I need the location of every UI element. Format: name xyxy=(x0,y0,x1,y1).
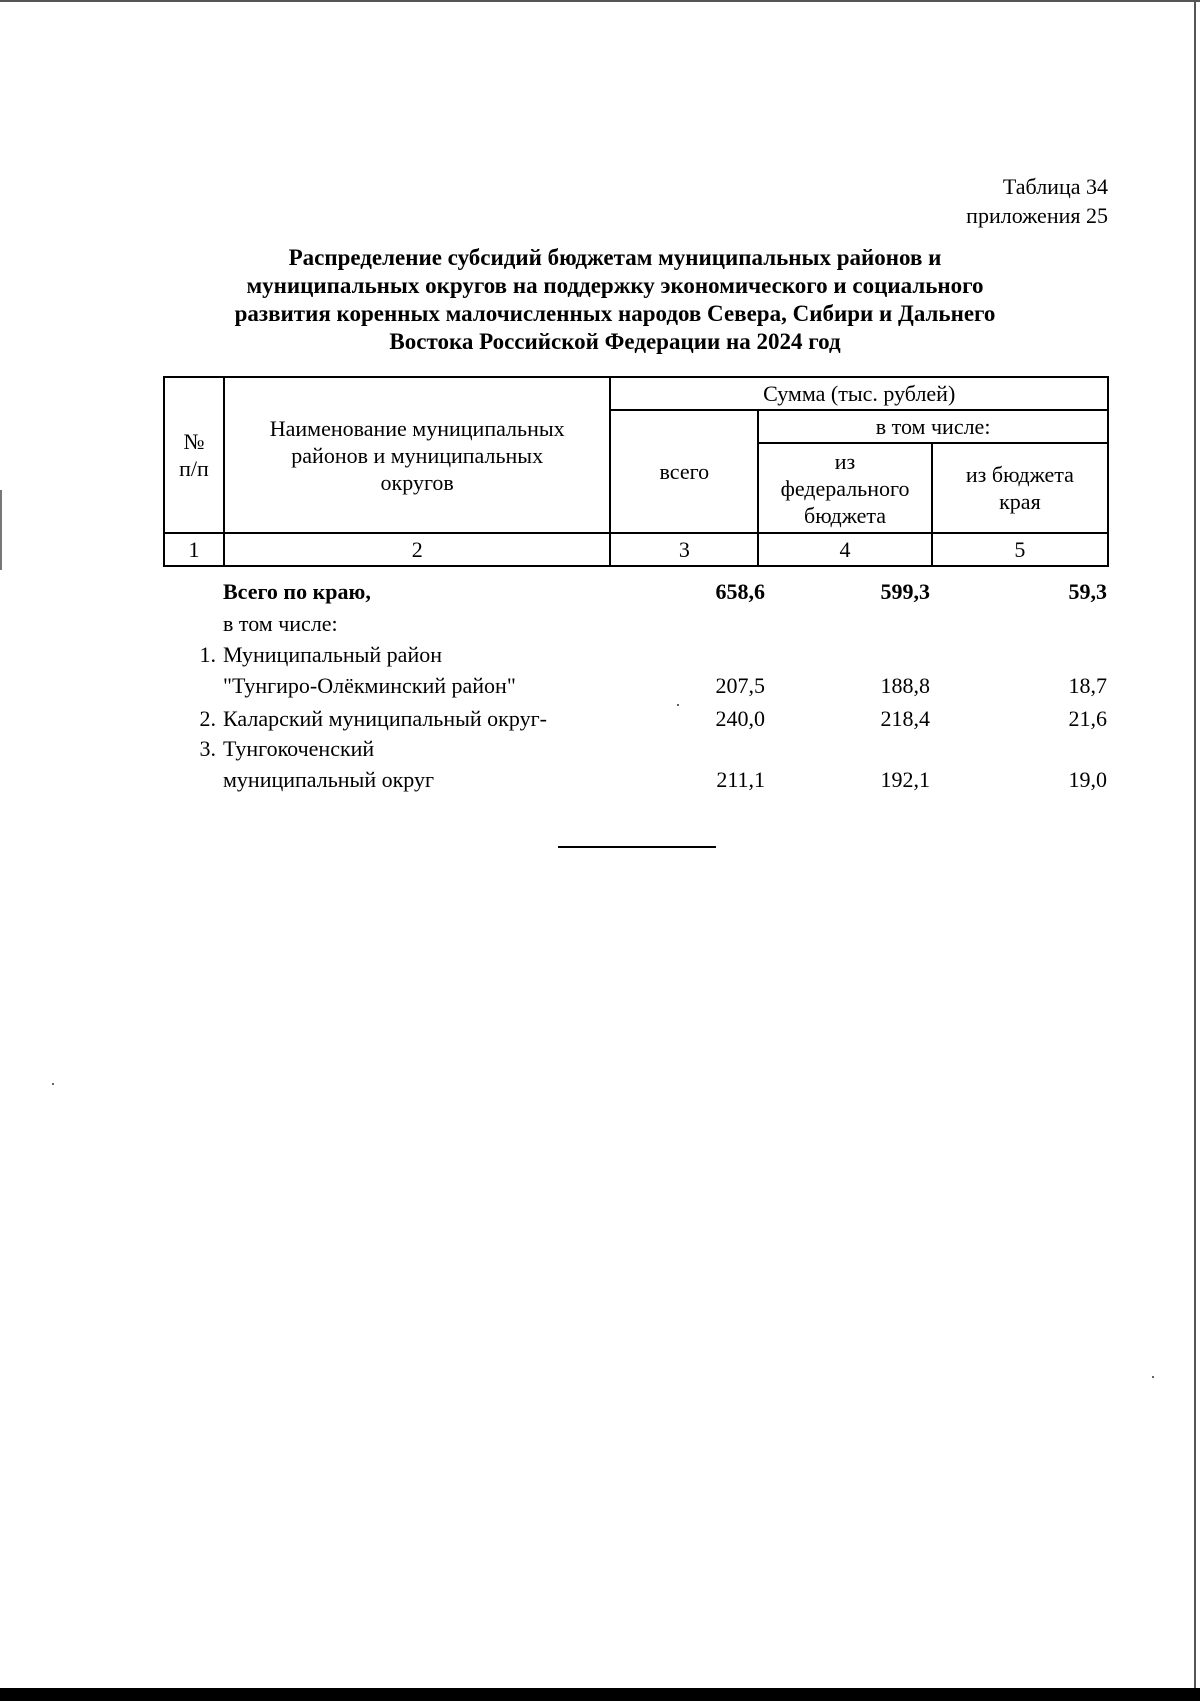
column-number: 2 xyxy=(224,533,610,566)
header-including: в том числе: xyxy=(758,410,1108,443)
title-line: развития коренных малочисленных народов Севера, Сибири и Дальнего xyxy=(234,301,996,326)
annex-table-number: Таблица 34 xyxy=(1002,174,1108,199)
column-number: 4 xyxy=(758,533,932,566)
summary-total: 658,6 xyxy=(715,579,765,604)
summary-including: в том числе: xyxy=(223,611,338,636)
scan-border-top xyxy=(0,0,1200,2)
summary-federal: 599,3 xyxy=(880,579,930,604)
title-line: Распределение субсидий бюджетам муниципальных районов и xyxy=(288,245,942,270)
scan-speck xyxy=(1152,1376,1154,1378)
row-name: Муниципальный район xyxy=(223,642,442,667)
row-regional: 19,0 xyxy=(1068,767,1107,792)
row-number: 3. xyxy=(199,736,216,761)
row-total: 207,5 xyxy=(715,673,765,698)
column-number: 5 xyxy=(932,533,1108,566)
annex-reference xyxy=(966,172,1108,230)
scan-border-left-mark xyxy=(0,490,2,570)
row-total: 211,1 xyxy=(716,767,765,792)
header-regional: из бюджета края xyxy=(932,443,1108,533)
row-regional: 18,7 xyxy=(1068,673,1107,698)
row-federal: 188,8 xyxy=(880,673,930,698)
scan-speck xyxy=(52,1083,54,1085)
end-of-table-rule xyxy=(558,846,716,848)
row-number: 1. xyxy=(199,642,216,667)
title-line: муниципальных округов на поддержку экономического и социального xyxy=(246,273,984,298)
document-title xyxy=(160,244,1070,356)
row-total: 240,0 xyxy=(715,706,765,731)
header-total: всего xyxy=(610,410,758,533)
row-name: Тунгокоченский xyxy=(223,736,375,761)
annex-appendix-number: приложения 25 xyxy=(966,203,1108,228)
header-name: Наименование муниципальных районов и муниципальных округов xyxy=(224,377,610,533)
summary-label: Всего по краю, xyxy=(223,579,371,604)
header-number: № п/п xyxy=(164,377,224,533)
title-line: Востока Российской Федерации на 2024 год xyxy=(389,329,841,354)
table-header xyxy=(163,376,1109,567)
column-number: 1 xyxy=(164,533,224,566)
row-regional: 21,6 xyxy=(1068,706,1107,731)
scan-border-bottom xyxy=(0,1688,1200,1701)
scan-border-right xyxy=(1194,0,1196,1701)
column-number-row xyxy=(164,533,1108,566)
column-number: 3 xyxy=(610,533,758,566)
row-name: Каларский муниципальный округ- xyxy=(223,706,547,731)
summary-regional: 59,3 xyxy=(1068,579,1107,604)
row-name-continued: "Тунгиро-Олёкминский район" xyxy=(223,673,516,698)
row-federal: 192,1 xyxy=(880,767,930,792)
row-number: 2. xyxy=(199,706,216,731)
header-sum: Сумма (тыс. рублей) xyxy=(610,377,1108,410)
row-federal: 218,4 xyxy=(880,706,930,731)
header-federal: из федерального бюджета xyxy=(758,443,932,533)
row-name-continued: муниципальный округ xyxy=(223,767,435,792)
